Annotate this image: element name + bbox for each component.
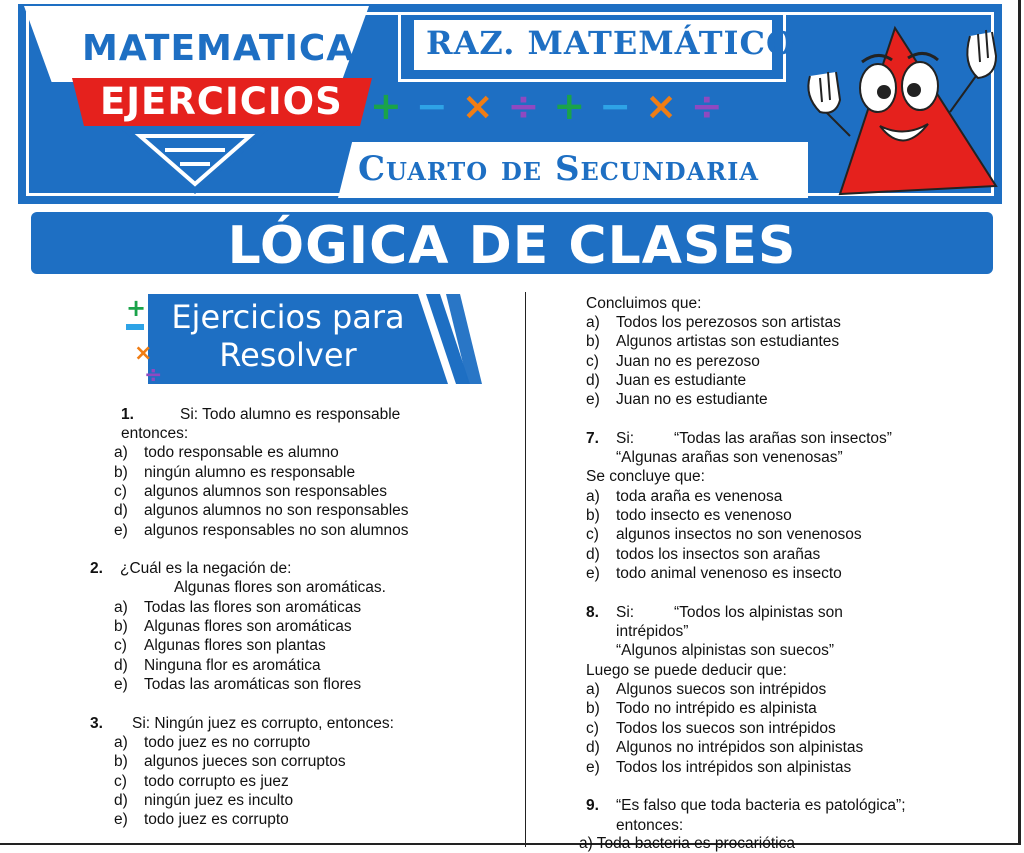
- option-letter: c): [586, 720, 599, 737]
- option-text: Todas las flores son aromáticas: [144, 599, 362, 616]
- times-icon: ×: [461, 84, 508, 128]
- option-text: toda araña es venenosa: [616, 488, 783, 505]
- question-si: Si:: [616, 430, 635, 447]
- option-text: algunos insectos no son venenosos: [616, 526, 862, 543]
- plus-icon: +: [370, 84, 416, 128]
- option-text: Algunos no intrépidos son alpinistas: [616, 739, 864, 756]
- question-si: Si:: [616, 604, 635, 621]
- option-letter: a): [586, 314, 600, 331]
- option-letter: d): [114, 657, 128, 674]
- question-stem: Si: Ningún juez es corrupto, entonces:: [132, 715, 394, 732]
- question-number: 2.: [90, 560, 103, 577]
- title-bar: [31, 212, 993, 274]
- option-text: a) Toda bacteria es procariótica: [579, 835, 795, 852]
- option-letter: d): [586, 372, 600, 389]
- option-letter: c): [586, 526, 599, 543]
- option-letter: a): [114, 734, 128, 751]
- premise-2: “Algunos alpinistas son suecos”: [616, 642, 834, 659]
- option-text: ningún juez es inculto: [144, 792, 294, 809]
- option-text: Algunos artistas son estudiantes: [616, 333, 840, 350]
- option-letter: a): [586, 681, 600, 698]
- option-letter: e): [586, 565, 600, 582]
- option-text: algunos alumnos son responsables: [144, 483, 387, 500]
- plus-icon: +: [126, 294, 147, 322]
- option-letter: b): [114, 753, 128, 770]
- option-letter: d): [114, 792, 128, 809]
- option-letter: d): [586, 546, 600, 563]
- operator-row: [370, 84, 737, 128]
- question-number: 7.: [586, 430, 599, 447]
- logo-subtitle: EJERCICIOS: [100, 80, 343, 123]
- option-letter: e): [114, 676, 128, 693]
- option-letter: d): [586, 739, 600, 756]
- times-icon: ×: [645, 84, 691, 128]
- option-text: todo insecto es venenoso: [616, 507, 792, 524]
- option-text: Todos los suecos son intrépidos: [616, 720, 836, 737]
- question-stem: “Es falso que toda bacteria es patológica”;: [616, 797, 906, 814]
- plus-icon: +: [553, 84, 600, 128]
- question-stem-cont: Algunas flores son aromáticas.: [174, 579, 386, 596]
- option-text: ningún alumno es responsable: [144, 464, 356, 481]
- premise-1: “Todas las arañas son insectos”: [674, 430, 892, 447]
- option-letter: e): [586, 391, 600, 408]
- question-number: 1.: [121, 406, 134, 423]
- option-text: algunos responsables no son alumnos: [144, 522, 409, 539]
- badge-label: [168, 298, 408, 374]
- badge-line-1: Ejercicios para: [171, 298, 405, 336]
- logo-triangle-icon: [120, 126, 270, 196]
- option-letter: b): [586, 507, 600, 524]
- question-number: 3.: [90, 715, 103, 732]
- question-stem: Luego se puede deducir que:: [586, 662, 787, 679]
- option-letter: c): [114, 773, 127, 790]
- option-text: todo juez es no corrupto: [144, 734, 311, 751]
- option-letter: d): [114, 502, 128, 519]
- option-text: todo juez es corrupto: [144, 811, 289, 828]
- subject-label: RAZ. MATEMÁTICO: [426, 24, 795, 62]
- question-stem: Concluimos que:: [586, 295, 702, 312]
- option-text: Todos los intrépidos son alpinistas: [616, 759, 852, 776]
- option-text: algunos jueces son corruptos: [144, 753, 346, 770]
- option-text: todo responsable es alumno: [144, 444, 339, 461]
- option-letter: e): [586, 759, 600, 776]
- option-letter: c): [114, 483, 127, 500]
- question-number: 8.: [586, 604, 599, 621]
- option-letter: a): [114, 599, 128, 616]
- option-letter: b): [114, 464, 128, 481]
- option-letter: b): [586, 700, 600, 717]
- header-banner: [18, 4, 1002, 204]
- divide-icon: ÷: [507, 84, 554, 128]
- minus-icon: [126, 324, 144, 330]
- times-icon: ×: [134, 341, 153, 366]
- option-text: Algunas flores son aromáticas: [144, 618, 352, 635]
- minus-icon: −: [415, 84, 462, 128]
- page-title: LÓGICA DE CLASES: [227, 216, 797, 276]
- option-letter: e): [114, 522, 128, 539]
- option-letter: b): [586, 333, 600, 350]
- option-letter: c): [114, 637, 127, 654]
- column-divider: [525, 292, 526, 847]
- logo-title: MATEMATICA: [82, 28, 356, 69]
- divide-icon: ÷: [144, 363, 163, 386]
- divide-icon: ÷: [690, 84, 737, 128]
- option-letter: e): [114, 811, 128, 828]
- option-letter: a): [114, 444, 128, 461]
- question-stem-cont: entonces:: [616, 817, 684, 834]
- option-text: Todos los perezosos son artistas: [616, 314, 841, 331]
- option-text: Juan no es estudiante: [616, 391, 768, 408]
- option-letter: c): [586, 353, 599, 370]
- option-letter: a): [586, 488, 600, 505]
- option-text: Algunos suecos son intrépidos: [616, 681, 827, 698]
- option-text: todo animal venenoso es insecto: [616, 565, 842, 582]
- question-stem: Si: Todo alumno es responsable: [180, 406, 401, 423]
- question-stem: ¿Cuál es la negación de:: [120, 560, 292, 577]
- question-number: 9.: [586, 797, 599, 814]
- option-text: Todo no intrépido es alpinista: [616, 700, 817, 717]
- option-text: Ninguna flor es aromática: [144, 657, 321, 674]
- option-letter: b): [114, 618, 128, 635]
- option-text: Juan no es perezoso: [616, 353, 760, 370]
- option-text: todo corrupto es juez: [144, 773, 289, 790]
- premise-1: “Todos los alpinistas son: [674, 604, 843, 621]
- premise-2: “Algunas arañas son venenosas”: [616, 449, 843, 466]
- option-text: todos los insectos son arañas: [616, 546, 821, 563]
- option-text: Juan es estudiante: [616, 372, 747, 389]
- triangle-mascot-icon: [800, 16, 1000, 201]
- minus-icon: −: [599, 84, 646, 128]
- question-stem: Se concluye que:: [586, 468, 705, 485]
- option-text: Algunas flores son plantas: [144, 637, 326, 654]
- grade-label: Cuarto de Secundaria: [358, 149, 759, 189]
- option-text: Todas las aromáticas son flores: [144, 676, 362, 693]
- option-text: algunos alumnos no son responsables: [144, 502, 409, 519]
- badge-line-2: Resolver: [219, 336, 357, 374]
- premise-1-cont: intrépidos”: [616, 623, 689, 640]
- question-stem-cont: entonces:: [121, 425, 189, 442]
